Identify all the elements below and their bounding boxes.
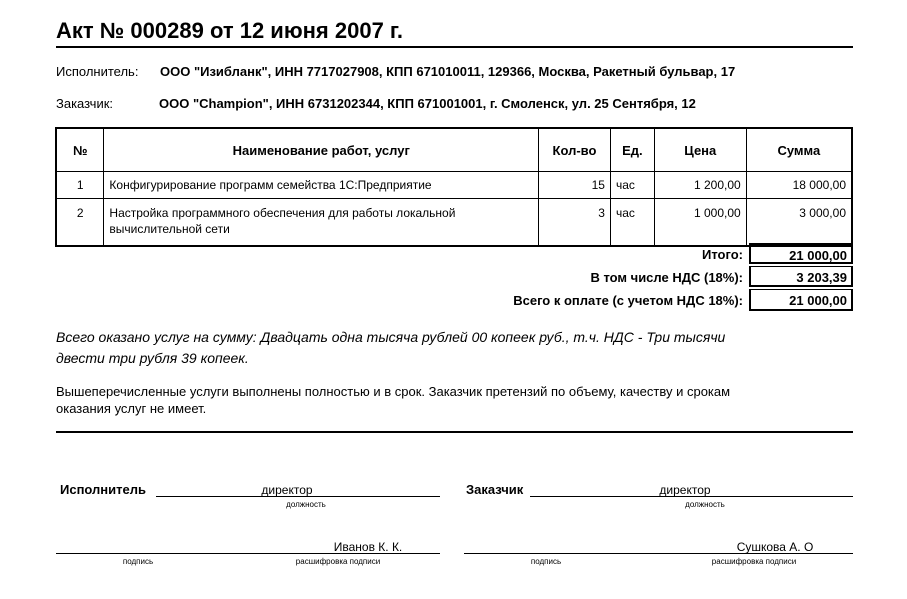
executor-name: Иванов К. К. <box>333 540 403 554</box>
vat-label: В том числе НДС (18%): <box>590 270 743 285</box>
grand-total-value: 21 000,00 <box>749 289 853 311</box>
customer-position-caption: должность <box>685 500 725 509</box>
totals-block <box>56 243 853 312</box>
table-row <box>56 172 852 199</box>
executor-sign-caption: подпись <box>122 557 154 566</box>
row-name: Конфигурирование программ семейства 1С:Предприятие <box>104 172 539 199</box>
col-header-price: Цена <box>654 128 746 172</box>
total-label: Итого: <box>702 247 743 262</box>
services-table <box>55 127 853 247</box>
col-header-number: № <box>56 128 104 172</box>
row-number: 1 <box>56 172 104 199</box>
col-header-qty: Кол-во <box>539 128 611 172</box>
customer-position: директор <box>659 483 711 497</box>
total-row <box>56 243 853 266</box>
total-value: 21 000,00 <box>749 243 853 264</box>
executor-value: ООО "Изибланк", ИНН 7717027908, КПП 671010011, 129366, Москва, Ракетный бульвар, 17 <box>160 64 736 79</box>
vat-row <box>56 266 853 289</box>
signature-divider <box>56 431 853 433</box>
row-name-line2: вычислительной сети <box>109 222 230 236</box>
customer-name-caption: расшифровка подписи <box>711 557 797 566</box>
note-line2: оказания услуг не имеет. <box>56 401 207 416</box>
customer-sign-caption: подпись <box>530 557 562 566</box>
summary-line1: Всего оказано услуг на сумму: Двадцать одна тысяча рублей 00 копеек руб., т.ч. НДС - Три тысячи <box>56 329 726 345</box>
amount-in-words <box>56 327 846 369</box>
customer-signature-label: Заказчик <box>466 482 524 497</box>
title-divider <box>56 46 853 48</box>
executor-position: директор <box>261 483 313 497</box>
col-header-name: Наименование работ, услуг <box>104 128 539 172</box>
note-line1: Вышеперечисленные услуги выполнены полностью и в срок. Заказчик претензий по объему, качеству и срокам <box>56 384 731 399</box>
row-sum: 3 000,00 <box>746 199 852 247</box>
row-price: 1 000,00 <box>654 199 746 247</box>
executor-label: Исполнитель: <box>56 64 139 79</box>
row-unit: час <box>610 172 654 199</box>
executor-position-caption: должность <box>286 500 326 509</box>
document-title: Акт № 000289 от 12 июня 2007 г. <box>56 18 403 43</box>
completion-note <box>56 383 846 417</box>
customer-line <box>56 96 696 111</box>
executor-line <box>56 64 736 79</box>
grand-total-label: Всего к оплате (с учетом НДС 18%): <box>513 293 743 308</box>
customer-name: Сушкова А. О <box>736 540 814 554</box>
table-row <box>56 199 852 247</box>
table-header-row <box>56 128 852 172</box>
row-unit: час <box>610 199 654 247</box>
executor-signature-label: Исполнитель <box>60 482 146 497</box>
summary-line2: двести три рубля 39 копеек. <box>56 350 249 366</box>
row-name <box>104 199 539 247</box>
row-sum: 18 000,00 <box>746 172 852 199</box>
customer-label: Заказчик: <box>56 96 114 111</box>
col-header-sum: Сумма <box>746 128 852 172</box>
row-price: 1 200,00 <box>654 172 746 199</box>
executor-name-caption: расшифровка подписи <box>295 557 381 566</box>
row-qty: 3 <box>539 199 611 247</box>
customer-value: ООО "Champion", ИНН 6731202344, КПП 671001001, г. Смоленск, ул. 25 Сентября, 12 <box>159 96 696 111</box>
row-number: 2 <box>56 199 104 247</box>
col-header-unit: Ед. <box>610 128 654 172</box>
row-name-line1: Настройка программного обеспечения для работы локальной <box>109 206 456 220</box>
row-qty: 15 <box>539 172 611 199</box>
vat-value: 3 203,39 <box>749 266 853 287</box>
grand-total-row <box>56 289 853 312</box>
